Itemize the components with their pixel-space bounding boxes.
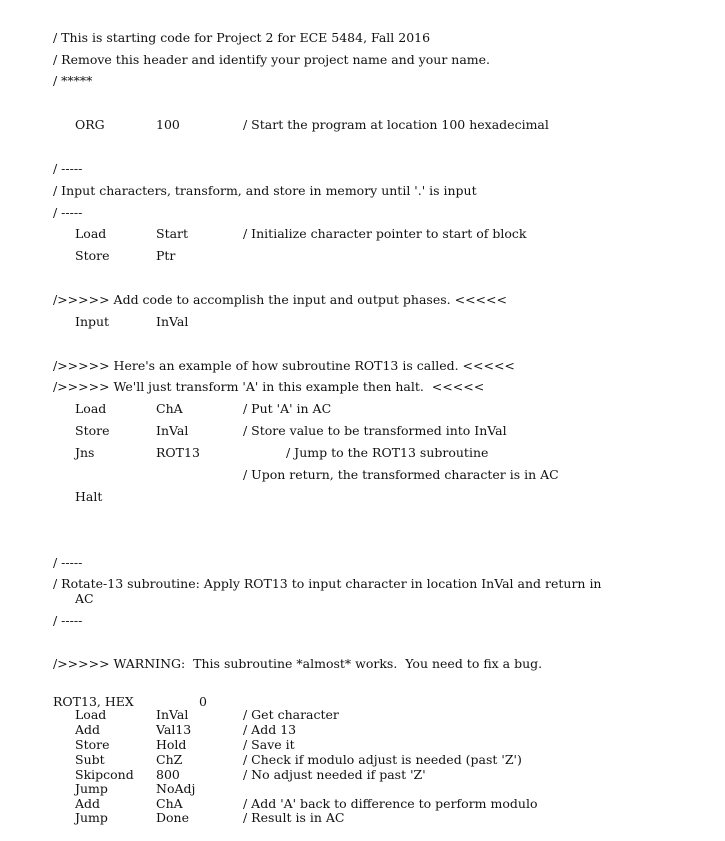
org-arg: 100 <box>156 117 180 132</box>
code-op: Add <box>75 796 101 811</box>
code-comment: / Store value to be transformed into InVal <box>243 423 507 438</box>
example-note-1: />>>>> Here's an example of how subroutine ROT13 is called. <<<<< <box>53 358 515 373</box>
code-op: Store <box>75 737 110 752</box>
code-arg: InVal <box>156 707 189 722</box>
code-arg: ChA <box>156 796 183 811</box>
todo-note: />>>>> Add code to accomplish the input and output phases. <<<<< <box>53 292 507 307</box>
section-title-input: / Input characters, transform, and store in memory until '.' is input <box>53 183 477 198</box>
code-op: Input <box>75 314 110 329</box>
code-comment: / Add 'A' back to difference to perform modulo <box>243 796 538 811</box>
example-note-2: />>>>> We'll just transform 'A' in this example then halt. <<<<< <box>53 379 485 394</box>
code-arg: ChA <box>156 401 183 416</box>
code-op: Subt <box>75 752 105 767</box>
code-op: Add <box>75 722 101 737</box>
code-arg: Ptr <box>156 248 176 263</box>
code-arg: ChZ <box>156 752 183 767</box>
code-comment: / No adjust needed if past 'Z' <box>243 767 426 782</box>
rot13-value: 0 <box>199 694 207 709</box>
code-arg: ROT13 <box>156 445 200 460</box>
code-comment: / Save it <box>243 737 295 752</box>
code-op: Load <box>75 707 107 722</box>
code-arg: InVal <box>156 423 189 438</box>
section-title-rot13: / Rotate-13 subroutine: Apply ROT13 to input character in location InVal and return in <box>53 576 602 591</box>
code-op: Halt <box>75 489 103 504</box>
code-comment: / Get character <box>243 707 339 722</box>
code-op: Jns <box>75 445 95 460</box>
code-comment: / Result is in AC <box>243 810 345 825</box>
code-comment: / Add 13 <box>243 722 297 737</box>
header-comment-3: / ***** <box>53 73 93 88</box>
org-comment: / Start the program at location 100 hexadecimal <box>243 117 549 132</box>
code-comment: / Check if modulo adjust is needed (past 'Z') <box>243 752 522 767</box>
code-comment: / Jump to the ROT13 subroutine <box>286 445 489 460</box>
separator: / ----- <box>53 555 83 570</box>
code-op: Load <box>75 401 107 416</box>
section-title-rot13-continued: AC <box>75 591 94 606</box>
code-op: Skipcond <box>75 767 134 782</box>
code-op: Jump <box>75 810 108 825</box>
code-arg: InVal <box>156 314 189 329</box>
code-arg: 800 <box>156 767 180 782</box>
org-op: ORG <box>75 117 105 132</box>
code-comment: / Upon return, the transformed character is in AC <box>243 467 559 482</box>
code-op: Load <box>75 226 107 241</box>
header-comment-1: / This is starting code for Project 2 for ECE 5484, Fall 2016 <box>53 30 431 45</box>
rot13-label: ROT13, HEX <box>53 694 134 709</box>
code-arg: Done <box>156 810 189 825</box>
code-arg: Hold <box>156 737 187 752</box>
warning-note: />>>>> WARNING: This subroutine *almost* works. You need to fix a bug. <box>53 656 543 671</box>
code-op: Store <box>75 248 110 263</box>
code-arg: Start <box>156 226 189 241</box>
separator: / ----- <box>53 613 83 628</box>
code-arg: Val13 <box>156 722 192 737</box>
code-op: Jump <box>75 781 108 796</box>
code-comment: / Initialize character pointer to start of block <box>243 226 527 241</box>
separator: / ----- <box>53 161 83 176</box>
code-comment: / Put 'A' in AC <box>243 401 332 416</box>
code-arg: NoAdj <box>156 781 196 796</box>
separator: / ----- <box>53 205 83 220</box>
code-op: Store <box>75 423 110 438</box>
header-comment-2: / Remove this header and identify your project name and your name. <box>53 52 490 67</box>
